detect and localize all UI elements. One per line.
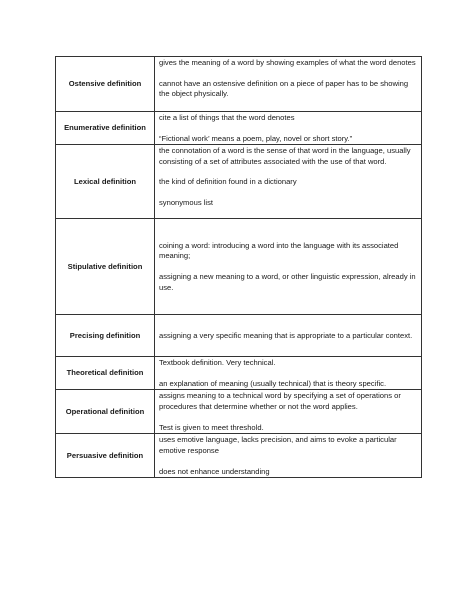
- definition-text: synonymous list: [159, 198, 214, 208]
- definition-enumerative: [155, 112, 422, 145]
- term-enumerative: Enumerative definition: [56, 112, 155, 145]
- table-row-stipulative: [56, 219, 422, 315]
- definition-text: assigns meaning to a technical word by specifying a set of operations or procedures that determine whether or not the word applies.: [159, 391, 401, 411]
- table-row-enumerative: [56, 112, 422, 145]
- definitions-table: [55, 56, 422, 478]
- definition-operational: [155, 390, 422, 434]
- definition-text: gives the meaning of a word by showing examples of what the word denotes: [159, 58, 416, 67]
- definition-precising: [155, 315, 422, 357]
- definition-text: coining a word: introducing a word into the language with its associated meaning;: [159, 241, 399, 261]
- table-row-precising: [56, 315, 422, 357]
- term-precising: Precising definition: [56, 315, 155, 357]
- definition-text: does not enhance understanding: [159, 466, 270, 476]
- definition-text: Textbook definition. Very technical.: [159, 358, 276, 368]
- definition-text: Test is given to meet threshold.: [159, 422, 264, 432]
- term-theoretical: Theoretical definition: [56, 357, 155, 390]
- definition-text: assigning a new meaning to a word, or other linguistic expression, already in use.: [159, 272, 416, 292]
- table-row-lexical: [56, 145, 422, 219]
- definition-text: the connotation of a word is the sense of that word in the language, usually consisting of a set of attributes associated with the use of that word.: [159, 146, 411, 166]
- definition-text: “Fictional work’ means a poem, play, novel or short story.”: [159, 133, 353, 143]
- definition-theoretical: [155, 357, 422, 390]
- term-stipulative: Stipulative definition: [56, 219, 155, 315]
- term-persuasive: Persuasive definition: [56, 434, 155, 478]
- table-row-theoretical: [56, 357, 422, 390]
- table-row-ostensive: [56, 57, 422, 112]
- term-lexical: Lexical definition: [56, 145, 155, 219]
- term-operational: Operational definition: [56, 390, 155, 434]
- definition-text: uses emotive language, lacks precision, and aims to evoke a particular emotive response: [159, 435, 397, 455]
- definition-text: an explanation of meaning (usually technical) that is theory specific.: [159, 379, 387, 388]
- definition-text: cite a list of things that the word denotes: [159, 113, 295, 122]
- definition-persuasive: [155, 434, 422, 478]
- definition-text: the kind of definition found in a dictionary: [159, 177, 297, 187]
- definition-ostensive: [155, 57, 422, 112]
- table-row-operational: [56, 390, 422, 434]
- definition-text: assigning a very specific meaning that is appropriate to a particular context.: [159, 331, 413, 340]
- definition-stipulative: [155, 219, 422, 315]
- definition-lexical: [155, 145, 422, 219]
- definition-text: cannot have an ostensive definition on a piece of paper has to be showing the object physically.: [159, 78, 409, 99]
- table-row-persuasive: [56, 434, 422, 478]
- term-ostensive: Ostensive definition: [56, 57, 155, 112]
